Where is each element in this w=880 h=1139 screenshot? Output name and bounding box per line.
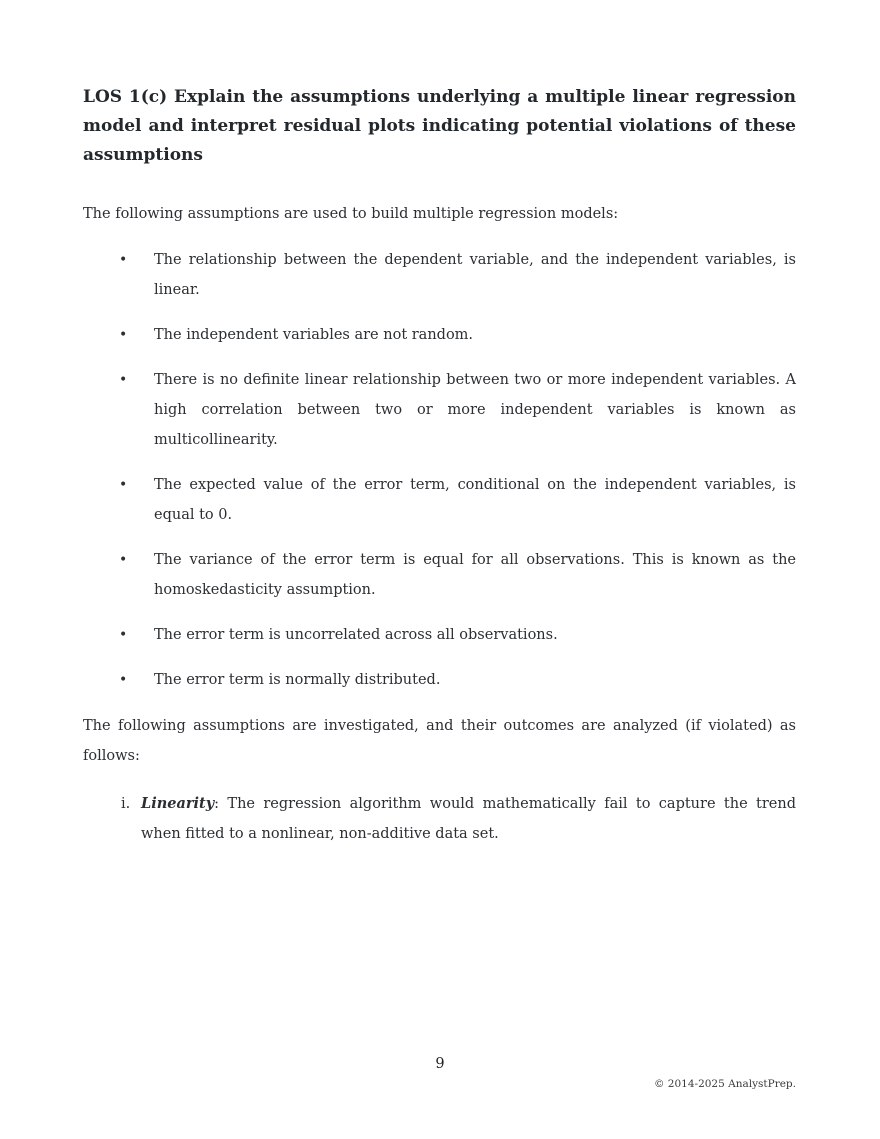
section-heading: LOS 1(c) Explain the assumptions underlying a multiple linear regression model and interpret residual plots indicating potential violations of these assumptions [83,87,796,165]
list-item [83,665,796,695]
list-item [83,365,796,455]
list-item [83,620,796,650]
assumption-text: The variance of the error term is equal for all observations. This is known as the homoskedasticity assumption. [154,552,796,598]
assumptions-list [83,245,796,710]
list-item [83,545,796,605]
bullet-icon: • [119,327,128,343]
assumption-text: The error term is uncorrelated across all observations. [154,627,558,643]
list-item [83,245,796,305]
intro-paragraph: The following assumptions are used to build multiple regression models: [83,206,619,222]
bullet-icon: • [119,672,128,688]
investigation-list [83,789,796,849]
list-marker: i. [121,796,131,812]
list-item [83,470,796,530]
bullet-icon: • [119,372,128,388]
bullet-icon: • [119,627,128,643]
bullet-icon: • [119,477,128,493]
assumption-text: The relationship between the dependent variable, and the independent variables, is linear. [154,252,796,298]
page-number: 9 [435,1056,445,1072]
assumption-text: There is no definite linear relationship between two or more independent variables. A high correlation between two or more independent variables is known as multicollinearity. [154,372,796,448]
investigation-paragraph: The following assumptions are investigated, and their outcomes are analyzed (if violated) as follows: [83,718,796,764]
assumption-text: The independent variables are not random. [154,327,474,343]
copyright-notice: © 2014-2025 AnalystPrep. [653,1078,796,1090]
bullet-icon: • [119,252,128,268]
assumption-text: The error term is normally distributed. [154,672,441,688]
list-item [83,789,796,849]
term-linearity: Linearity [141,795,215,812]
term-description: : The regression algorithm would mathematically fail to capture the trend when fitted to a nonlinear, non-additive data set. [141,796,796,842]
assumption-text: The expected value of the error term, conditional on the independent variables, is equal to 0. [154,477,796,523]
bullet-icon: • [119,552,128,568]
list-item [83,320,796,350]
